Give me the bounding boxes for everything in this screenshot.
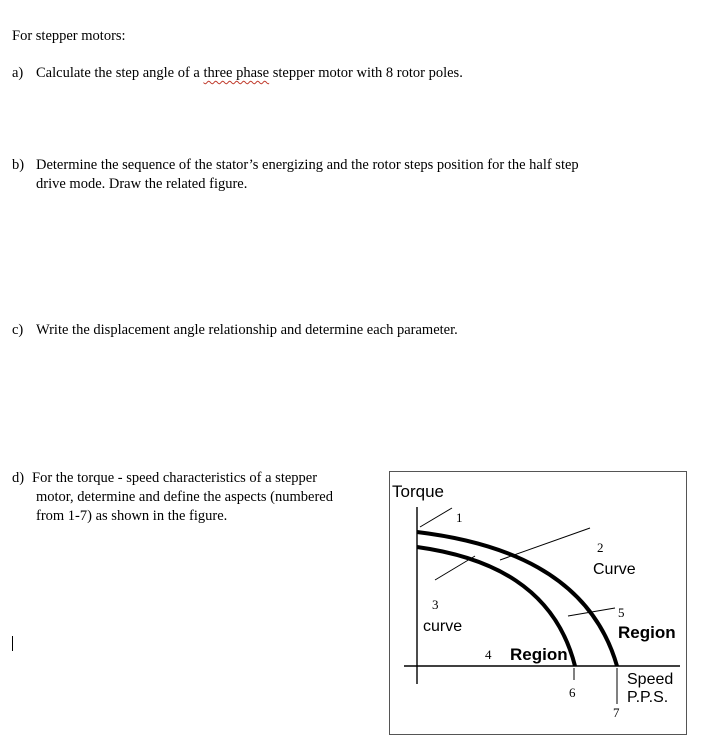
question-d-line1: For the torque - speed characteristics of a stepper <box>32 470 318 486</box>
question-a-text-after: stepper motor with 8 rotor poles. <box>269 65 463 81</box>
marker-1: 1 <box>456 510 463 525</box>
marker-6: 6 <box>569 685 576 700</box>
leader-line-2 <box>500 528 590 560</box>
question-a-spellcheck-flag[interactable]: three phase <box>203 65 270 81</box>
marker-2: 2 <box>597 540 604 555</box>
torque-speed-diagram <box>390 472 686 734</box>
text-cursor <box>12 636 13 651</box>
label-curve-upper: Curve <box>593 561 636 578</box>
question-a-text-before: Calculate the step angle of a <box>36 65 204 81</box>
question-c <box>12 321 458 339</box>
label-curve-lower: curve <box>423 618 463 635</box>
question-d <box>12 469 317 487</box>
question-d-label: d) <box>12 470 25 486</box>
question-b-line2: drive mode. Draw the related figure. <box>36 176 248 192</box>
marker-7: 7 <box>613 705 620 720</box>
question-a-label: a) <box>12 65 24 81</box>
question-a <box>12 64 463 82</box>
question-d-line3: from 1-7) as shown in the figure. <box>36 508 228 524</box>
y-axis-label: Torque <box>392 482 444 501</box>
label-region-outer: Region <box>618 623 676 642</box>
torque-speed-figure[interactable] <box>389 471 687 735</box>
question-b-line1: Determine the sequence of the stator’s energizing and the rotor steps position for the half step <box>36 157 579 173</box>
question-d-line2: motor, determine and define the aspects (numbered <box>36 489 333 505</box>
x-axis-label-speed: Speed <box>627 671 674 688</box>
leader-line-3 <box>435 556 475 580</box>
x-axis-label-pps: P.P.S. <box>627 689 669 706</box>
marker-4: 4 <box>485 647 492 662</box>
marker-5: 5 <box>618 605 625 620</box>
leader-line-1 <box>420 508 452 527</box>
marker-3: 3 <box>432 597 439 612</box>
intro-text: For stepper motors: <box>12 28 126 44</box>
question-c-label: c) <box>12 322 24 338</box>
label-region-inner: Region <box>510 645 568 664</box>
question-c-text: Write the displacement angle relationship and determine each parameter. <box>36 322 458 338</box>
question-b <box>12 156 579 174</box>
question-b-label: b) <box>12 157 25 173</box>
